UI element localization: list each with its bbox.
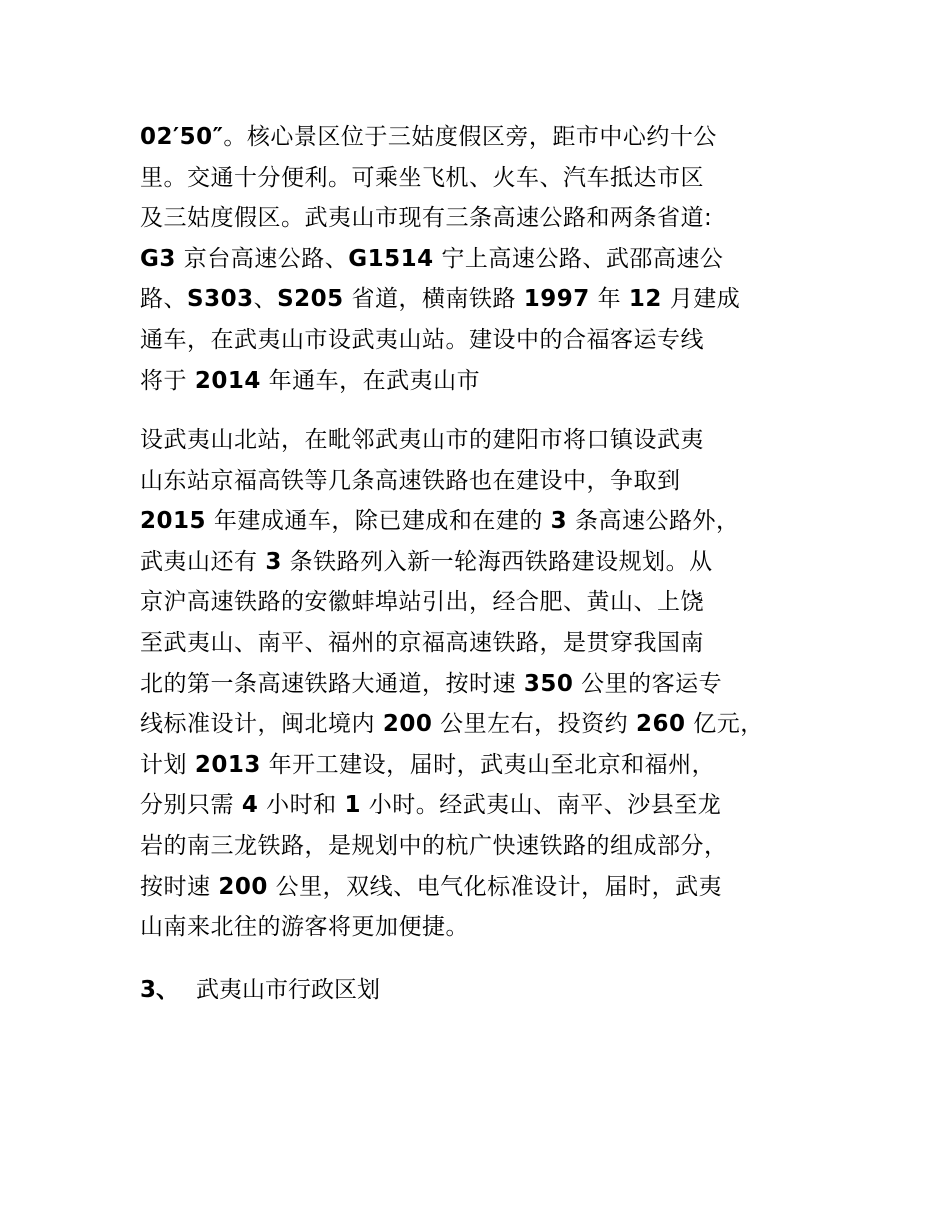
text-line: 及三姑度假区。武夷山市现有三条高速公路和两条省道:	[140, 205, 713, 232]
text-line: 里。交通十分便利。可乘坐飞机、火车、汽车抵达市区	[140, 164, 704, 191]
bold-latin-run: S303	[187, 286, 254, 313]
text-line: 02′50″。核心景区位于三姑度假区旁，距市中心约十公	[140, 124, 717, 150]
section-title: 武夷山市行政区划	[196, 977, 380, 1003]
bold-latin-run: G3	[140, 245, 176, 272]
text-line: 岩的南三龙铁路，是规划中的杭广快速铁路的组成部分，	[140, 832, 728, 859]
text-line: 2015 年建成通车，除已建成和在建的 3 条高速公路外，	[140, 508, 740, 535]
bold-latin-run: G1514	[348, 245, 434, 272]
bold-latin-run: 3	[550, 508, 568, 535]
bold-latin-run: 260	[635, 711, 686, 738]
text-line: 分别只需 4 小时和 1 小时。经武夷山、南平、沙县至龙	[140, 792, 722, 819]
bold-latin-run: 200	[218, 873, 268, 900]
bold-latin-run: 1	[344, 792, 361, 819]
bold-latin-run: 1997	[523, 286, 590, 313]
text-line: 京沪高速铁路的安徽蚌埠站引出，经合肥、黄山、上饶	[140, 589, 704, 616]
bold-latin-run: 2015	[140, 508, 207, 535]
bold-latin-run: 4	[241, 792, 259, 819]
bold-latin-run: 350	[523, 670, 574, 697]
bold-latin-run: 2013	[194, 751, 261, 778]
text-line: 山南来北往的游客将更加便捷。	[140, 914, 469, 941]
bold-latin-run: 3	[265, 548, 282, 575]
bold-latin-run: 200	[382, 711, 433, 738]
bold-latin-run: 02′50″	[140, 124, 224, 150]
text-line: G3 京台高速公路、G1514 宁上高速公路、武邵高速公	[140, 245, 724, 272]
bold-latin-run: S205	[277, 286, 344, 313]
text-line: 武夷山还有 3 条铁路列入新一轮海西铁路建设规划。从	[140, 548, 713, 575]
text-line: 计划 2013 年开工建设，届时，武夷山至北京和福州，	[140, 751, 716, 778]
paragraph-transport	[140, 117, 840, 401]
text-line: 山东站京福高铁等几条高速铁路也在建设中，争取到	[140, 467, 681, 494]
text-line: 至武夷山、南平、福州的京福高速铁路，是贯穿我国南	[140, 629, 704, 656]
text-line: 按时速 200 公里，双线、电气化标准设计，届时，武夷	[140, 873, 723, 900]
section-number: 3、	[140, 977, 180, 1003]
section-heading	[140, 970, 380, 1010]
bold-latin-run: 12	[628, 286, 662, 313]
text-line: 将于 2014 年通车，在武夷山市	[140, 367, 481, 394]
text-line: 通车，在武夷山市设武夷山站。建设中的合福客运专线	[140, 326, 704, 353]
text-line: 北的第一条高速铁路大通道，按时速 350 公里的客运专	[140, 670, 723, 697]
text-line: 路、S303、S205 省道，横南铁路 1997 年 12 月建成	[140, 286, 741, 313]
bold-latin-run: 2014	[194, 367, 261, 394]
text-line: 设武夷山北站，在毗邻武夷山市的建阳市将口镇设武夷	[140, 427, 704, 453]
text-line: 线标准设计，闽北境内 200 公里左右，投资约 260 亿元，	[140, 711, 764, 738]
paragraph-railways	[140, 420, 840, 948]
